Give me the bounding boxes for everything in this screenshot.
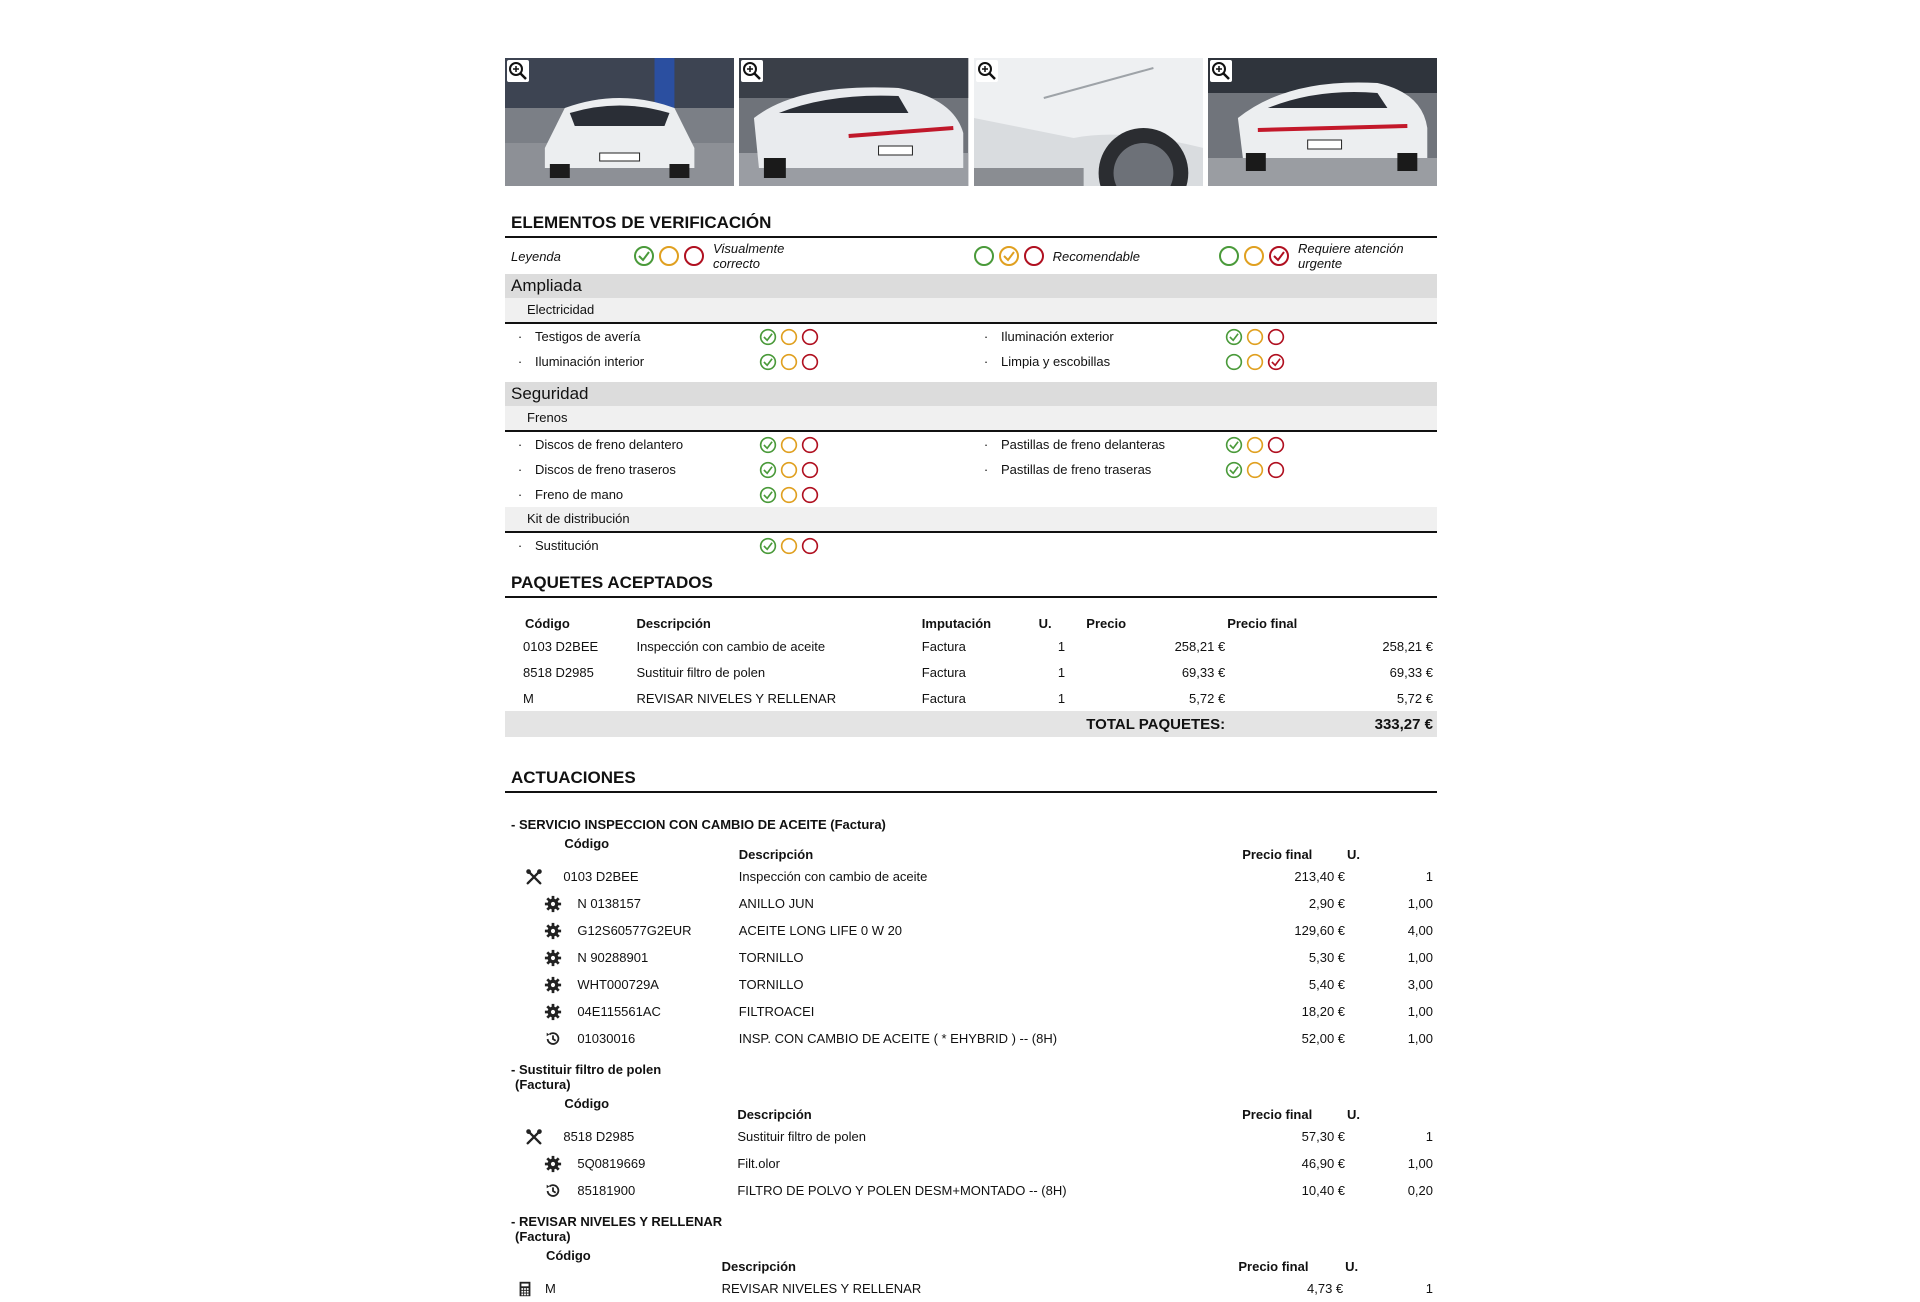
icon-cell (505, 1177, 563, 1204)
col-icon (505, 1092, 563, 1123)
check-item-label: Pastillas de freno delanteras (1001, 437, 1166, 452)
cell-codigo: WHT000729A (577, 977, 659, 992)
table-row (505, 1275, 1437, 1302)
cell-precio-final: 258,21 € (1382, 638, 1433, 654)
green-circle-icon (759, 436, 777, 454)
cell-unidades: 1 (1057, 690, 1066, 706)
cell-unidades: 1 (1057, 638, 1066, 654)
red-circle-icon (683, 245, 705, 267)
action-block-title: - Sustituir filtro de polen (511, 1062, 662, 1077)
zoom-icon[interactable] (1210, 60, 1232, 82)
check-item (971, 349, 1437, 374)
col-codigo: Código (545, 1248, 591, 1263)
cell-precio-final: 5,72 € (1396, 690, 1433, 706)
status-circles-green (759, 486, 819, 504)
group-heading: Seguridad (505, 382, 1437, 406)
packages-total-row (505, 711, 1437, 737)
cell-codigo: 5Q0819669 (577, 1156, 646, 1171)
clock-icon (544, 1030, 562, 1048)
icon-cell (505, 917, 563, 944)
legend-label: Leyenda (511, 248, 561, 264)
actions-title: ACTUACIONES (505, 765, 1437, 793)
packages-title: PAQUETES ACEPTADOS (505, 570, 1437, 598)
bullet: · (517, 462, 523, 477)
col-unidades: U. (1345, 1259, 1359, 1274)
status-circles-amber (973, 245, 1045, 267)
table-row (505, 917, 1437, 944)
cell-unidades: 1,00 (1407, 1004, 1433, 1019)
cell-unidades: 1,00 (1407, 1031, 1433, 1046)
amber-circle-icon (780, 486, 798, 504)
icon-cell (505, 1123, 563, 1150)
cell-precio-final: 213,40 € (1294, 869, 1346, 884)
legend-text: Visualmente correcto (713, 241, 785, 271)
icon-cell (505, 998, 563, 1025)
cell-precio-final: 5,30 € (1308, 950, 1346, 965)
green-circle-icon (1225, 353, 1243, 371)
table-row (505, 971, 1437, 998)
action-block-title-line2: (Factura) (515, 1229, 571, 1244)
status-circles-green (1225, 436, 1285, 454)
col-icon (505, 832, 563, 863)
cell-descripcion: INSP. CON CAMBIO DE ACEITE ( * EHYBRID ) -- (8H) (738, 1031, 1058, 1046)
col-descripcion: Descripción (636, 616, 711, 631)
subgroup-heading: Electricidad (505, 298, 1437, 324)
col-precio-final: Precio final (1242, 1107, 1313, 1122)
table-row (505, 890, 1437, 917)
cell-imputacion: Factura (921, 638, 966, 654)
icon-cell (505, 944, 563, 971)
cell-precio-final: 46,90 € (1301, 1156, 1346, 1171)
red-circle-icon (801, 328, 819, 346)
cell-precio: 5,72 € (1189, 690, 1226, 706)
check-grid (505, 533, 1437, 558)
table-row (505, 1150, 1437, 1177)
cell-descripcion: TORNILLO (738, 977, 804, 992)
gear-icon (544, 1003, 562, 1021)
col-descripcion: Descripción (738, 847, 814, 862)
check-item-label: Limpia y escobillas (1001, 354, 1111, 369)
red-circle-icon (1268, 245, 1290, 267)
cell-unidades: 1 (1425, 1129, 1433, 1144)
green-circle-icon (759, 537, 777, 555)
icon-cell (505, 1025, 563, 1052)
bullet: · (983, 329, 989, 344)
check-item-label: Pastillas de freno traseras (1001, 462, 1152, 477)
cell-precio-final: 69,33 € (1389, 664, 1433, 680)
amber-circle-icon (780, 537, 798, 555)
zoom-icon[interactable] (741, 60, 763, 82)
verification-groups (505, 274, 1437, 558)
cell-unidades: 1,00 (1407, 1156, 1433, 1171)
red-circle-icon (801, 436, 819, 454)
green-circle-icon (759, 353, 777, 371)
cell-descripcion: TORNILLO (738, 950, 804, 965)
status-circles-green (759, 461, 819, 479)
col-unidades: U. (1347, 1107, 1361, 1122)
red-circle-icon (801, 486, 819, 504)
amber-circle-icon (658, 245, 680, 267)
legend-text: Recomendable (1052, 248, 1141, 264)
bullet: · (983, 437, 989, 452)
cell-codigo: N 0138157 (577, 896, 641, 911)
check-item (971, 457, 1437, 482)
cell-descripcion: REVISAR NIVELES Y RELLENAR (636, 690, 837, 706)
wrench-icon (525, 868, 543, 886)
action-block-title-line2: (Factura) (515, 1077, 571, 1092)
amber-circle-icon (780, 436, 798, 454)
amber-circle-icon (780, 353, 798, 371)
amber-circle-icon (1246, 328, 1264, 346)
check-item (505, 432, 971, 457)
check-grid (505, 324, 1437, 374)
status-circles-green (1225, 328, 1285, 346)
subgroup-heading: Frenos (505, 406, 1437, 432)
check-item (505, 457, 971, 482)
check-item (971, 324, 1437, 349)
red-circle-icon (1023, 245, 1045, 267)
cell-descripcion: FILTROACEI (738, 1004, 815, 1019)
group-heading: Ampliada (505, 274, 1437, 298)
cell-descripcion: Sustituir filtro de polen (737, 1129, 866, 1144)
cell-descripcion: FILTRO DE POLVO Y POLEN DESM+MONTADO -- (8H) (737, 1183, 1067, 1198)
cell-imputacion: Factura (921, 664, 966, 680)
cell-precio: 258,21 € (1174, 638, 1226, 654)
table-row (505, 1177, 1437, 1204)
action-table (505, 832, 1437, 1052)
total-label: TOTAL PAQUETES: (1086, 715, 1226, 733)
cell-precio-final: 5,40 € (1308, 977, 1346, 992)
cell-codigo: 04E115561AC (577, 1004, 661, 1019)
check-item (505, 324, 971, 349)
col-codigo: Código (525, 616, 570, 631)
cell-precio-final: 57,30 € (1301, 1129, 1346, 1144)
cell-descripcion: Inspección con cambio de aceite (636, 638, 826, 654)
bullet: · (517, 329, 523, 344)
green-circle-icon (759, 328, 777, 346)
car-rear-photo[interactable] (739, 58, 968, 186)
action-table (505, 1244, 1437, 1302)
table-row (505, 659, 1437, 685)
cell-precio-final: 18,20 € (1301, 1004, 1346, 1019)
table-row (505, 863, 1437, 890)
cell-precio-final: 10,40 € (1301, 1183, 1346, 1198)
amber-circle-icon (1246, 353, 1264, 371)
cell-codigo: 8518 D2985 (523, 664, 594, 680)
col-unidades: U. (1038, 616, 1052, 631)
status-circles-green (759, 353, 819, 371)
packages-header-row (505, 598, 1437, 633)
cell-descripcion: Filt.olor (737, 1156, 780, 1171)
legend-item-amber (973, 245, 1140, 267)
cell-unidades: 1,00 (1407, 950, 1433, 965)
check-item-label: Freno de mano (535, 487, 624, 502)
amber-circle-icon (1243, 245, 1265, 267)
green-circle-icon (633, 245, 655, 267)
cell-codigo: 01030016 (577, 1031, 636, 1046)
actions-blocks (505, 817, 1437, 1302)
zoom-icon[interactable] (976, 60, 998, 82)
legend-text: Requiere atención urgente (1298, 241, 1404, 271)
cell-precio-final: 4,73 € (1307, 1281, 1344, 1296)
check-item-label: Discos de freno traseros (535, 462, 676, 477)
check-item (505, 533, 971, 558)
col-descripcion: Descripción (737, 1107, 812, 1122)
bullet: · (983, 354, 989, 369)
red-circle-icon (801, 461, 819, 479)
cell-imputacion: Factura (921, 690, 966, 706)
status-circles-green (1225, 461, 1285, 479)
cell-descripcion: Inspección con cambio de aceite (738, 869, 928, 884)
packages-table (505, 598, 1437, 737)
action-header-row (505, 1092, 1437, 1123)
photo-strip (505, 58, 1437, 186)
amber-circle-icon (1246, 436, 1264, 454)
check-item-label: Sustitución (535, 538, 599, 553)
cell-unidades: 1 (1057, 664, 1066, 680)
red-circle-icon (801, 353, 819, 371)
check-item-label: Iluminación interior (535, 354, 645, 369)
green-circle-icon (1218, 245, 1240, 267)
col-precio: Precio (1086, 616, 1127, 631)
check-item (505, 349, 971, 374)
bullet: · (517, 487, 523, 502)
bullet: · (983, 462, 989, 477)
bullet: · (517, 437, 523, 452)
gear-icon (544, 1155, 562, 1173)
col-codigo: Código (564, 1096, 610, 1111)
car-front-photo[interactable] (505, 58, 734, 186)
cell-descripcion: Sustituir filtro de polen (636, 664, 766, 680)
action-block-title: - REVISAR NIVELES Y RELLENAR (511, 1214, 723, 1229)
legend-item-red (1218, 241, 1437, 271)
cell-unidades: 0,20 (1407, 1183, 1433, 1198)
action-block (505, 1214, 1437, 1302)
col-precio-final: Precio final (1227, 616, 1298, 631)
green-circle-icon (1225, 461, 1243, 479)
bullet: · (517, 354, 523, 369)
action-block (505, 817, 1437, 1052)
table-row (505, 685, 1437, 711)
cell-codigo: M (523, 690, 534, 706)
action-block (505, 1062, 1437, 1204)
check-grid (505, 432, 1437, 507)
table-row (505, 1025, 1437, 1052)
clock-icon (544, 1182, 562, 1200)
red-circle-icon (1267, 436, 1285, 454)
status-circles-green (759, 328, 819, 346)
table-row (505, 633, 1437, 659)
total-value: 333,27 € (1374, 715, 1433, 733)
icon-cell (505, 1275, 545, 1302)
col-precio-final: Precio final (1242, 847, 1313, 862)
action-header-row (505, 832, 1437, 863)
cell-descripcion: ANILLO JUN (738, 896, 814, 911)
col-codigo: Código (564, 836, 610, 851)
table-row (505, 944, 1437, 971)
check-item-label: Iluminación exterior (1001, 329, 1114, 344)
cell-precio-final: 52,00 € (1301, 1031, 1346, 1046)
calculator-icon (516, 1280, 534, 1298)
green-circle-icon (1225, 328, 1243, 346)
cell-codigo: G12S60577G2EUR (577, 923, 692, 938)
wrench-icon (525, 1128, 543, 1146)
status-circles-red (1218, 245, 1290, 267)
icon-cell (505, 863, 563, 890)
cell-codigo: N 90288901 (577, 950, 649, 965)
action-table (505, 1092, 1437, 1204)
verification-title: ELEMENTOS DE VERIFICACIÓN (505, 210, 1437, 238)
status-circles-green (759, 537, 819, 555)
amber-circle-icon (780, 461, 798, 479)
col-descripcion: Descripción (721, 1259, 796, 1274)
cell-unidades: 1 (1425, 1281, 1433, 1296)
cell-precio-final: 2,90 € (1308, 896, 1346, 911)
green-circle-icon (973, 245, 995, 267)
check-item (505, 482, 971, 507)
icon-cell (505, 1150, 563, 1177)
green-circle-icon (1225, 436, 1243, 454)
car-rear-far-photo[interactable] (1208, 58, 1437, 186)
zoom-icon[interactable] (507, 60, 529, 82)
cell-codigo: 8518 D2985 (563, 1129, 635, 1144)
col-imputacion: Imputación (921, 616, 992, 631)
cell-precio: 69,33 € (1181, 664, 1226, 680)
status-circles-green (633, 245, 705, 267)
cell-codigo: 0103 D2BEE (563, 869, 639, 884)
cell-codigo: 0103 D2BEE (523, 638, 599, 654)
cell-unidades: 3,00 (1407, 977, 1433, 992)
red-circle-icon (1267, 461, 1285, 479)
col-precio-final: Precio final (1238, 1259, 1309, 1274)
cell-unidades: 1,00 (1407, 896, 1433, 911)
check-item-label: Discos de freno delantero (535, 437, 684, 452)
gear-icon (544, 922, 562, 940)
cell-unidades: 1 (1425, 869, 1433, 884)
icon-cell (505, 971, 563, 998)
check-item (971, 432, 1437, 457)
icon-cell (505, 890, 563, 917)
cell-precio-final: 129,60 € (1294, 923, 1346, 938)
col-unidades: U. (1347, 847, 1361, 862)
action-block-title: - SERVICIO INSPECCION CON CAMBIO DE ACEITE (Factura) (511, 817, 886, 832)
gear-icon (544, 949, 562, 967)
cell-descripcion: REVISAR NIVELES Y RELLENAR (721, 1281, 922, 1296)
amber-circle-icon (998, 245, 1020, 267)
amber-circle-icon (780, 328, 798, 346)
cell-codigo: 85181900 (577, 1183, 636, 1198)
car-side-photo[interactable] (974, 58, 1203, 186)
gear-icon (544, 895, 562, 913)
table-row (505, 998, 1437, 1025)
bullet: · (517, 538, 523, 553)
red-circle-icon (1267, 328, 1285, 346)
cell-descripcion: ACEITE LONG LIFE 0 W 20 (738, 923, 903, 938)
cell-unidades: 4,00 (1407, 923, 1433, 938)
report-page (505, 58, 1437, 1302)
green-circle-icon (759, 461, 777, 479)
status-circles-green (759, 436, 819, 454)
legend-row (505, 238, 1437, 274)
amber-circle-icon (1246, 461, 1264, 479)
green-circle-icon (759, 486, 777, 504)
legend-item-green (633, 241, 823, 271)
gear-icon (544, 976, 562, 994)
status-circles-red (1225, 353, 1285, 371)
table-row (505, 1123, 1437, 1150)
check-item-label: Testigos de avería (535, 329, 641, 344)
red-circle-icon (1267, 353, 1285, 371)
subgroup-heading: Kit de distribución (505, 507, 1437, 533)
red-circle-icon (801, 537, 819, 555)
cell-codigo: M (544, 1281, 556, 1296)
